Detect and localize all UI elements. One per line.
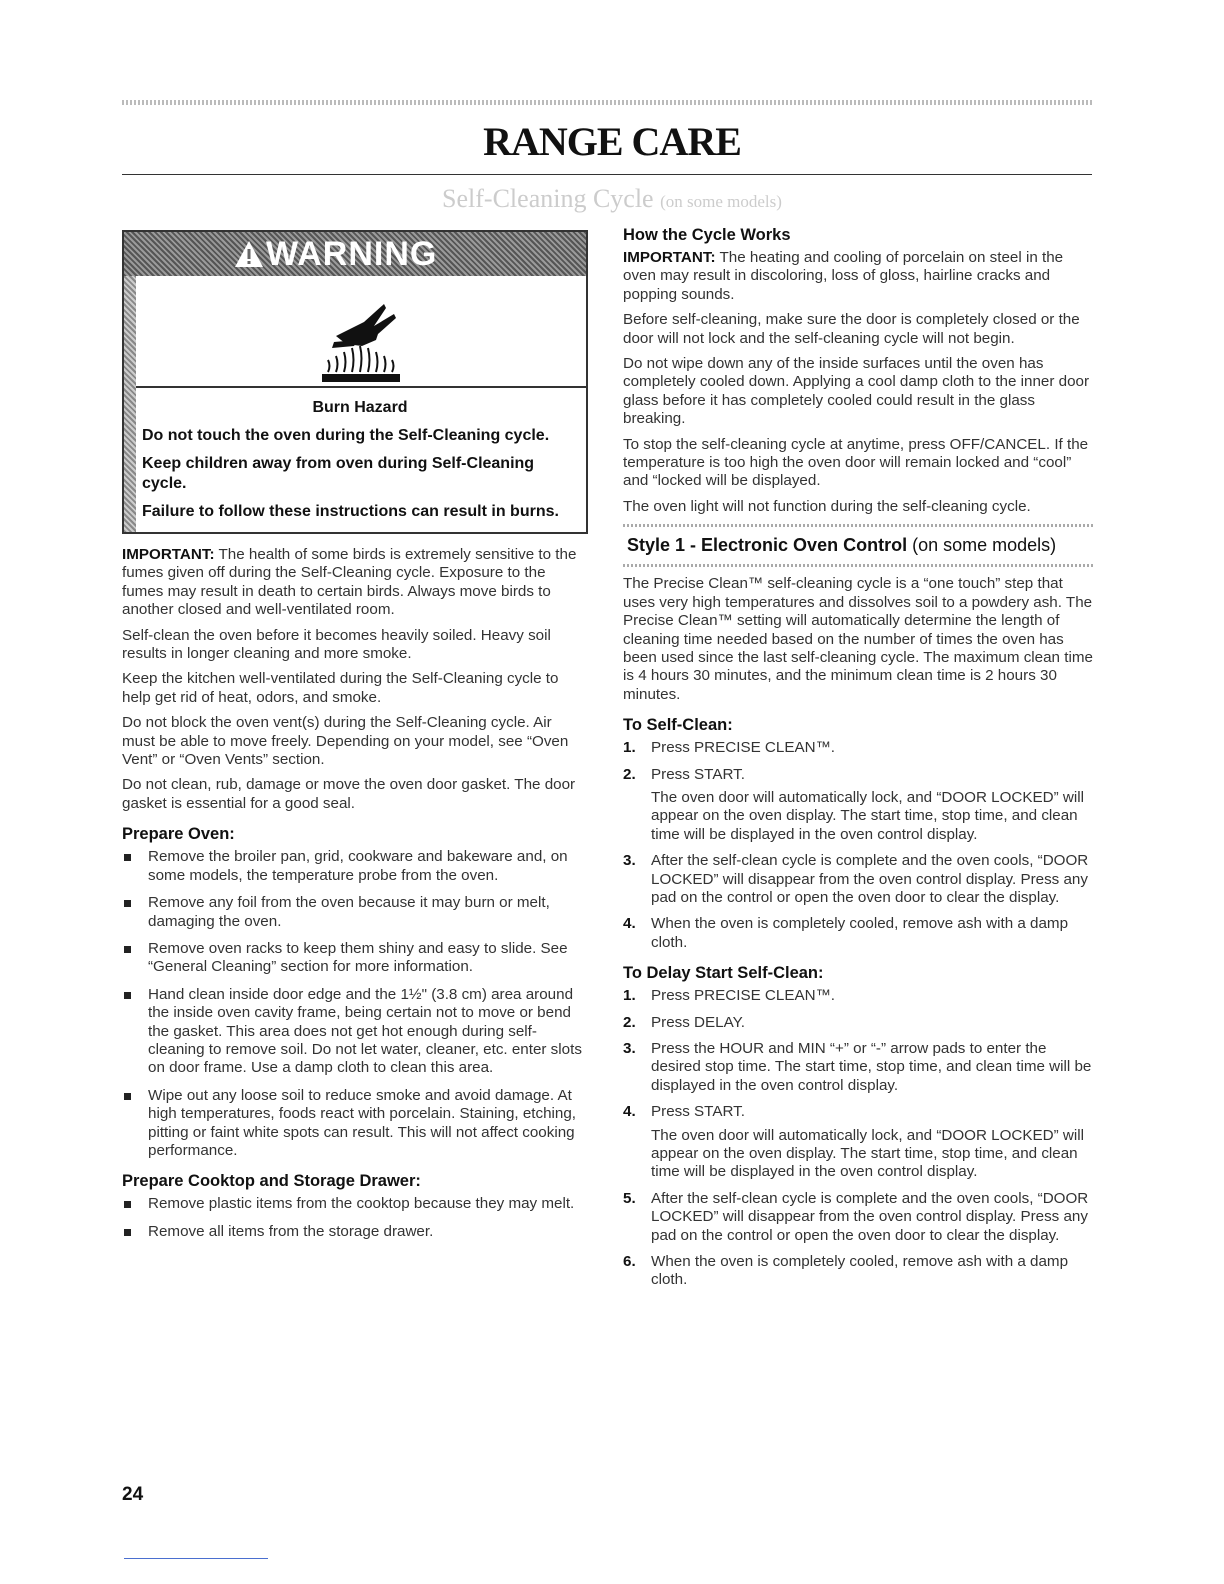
list-item: Remove oven racks to keep them shiny and easy to slide. See “General Cleaning” section for more information. (122, 940, 588, 977)
style-title-bold: Style 1 - Electronic Oven Control (627, 535, 908, 556)
warning-text (136, 388, 586, 532)
list-item: Remove all items from the storage drawer. (122, 1223, 588, 1241)
paragraph: Do not clean, rub, damage or move the oven door gasket. The door gasket is essential for a good seal. (122, 776, 576, 812)
paragraph: Before self-cleaning, make sure the door is completely closed or the door will not lock and the self-cleaning cycle will not begin. (623, 311, 1080, 347)
how-important-text: The heating and cooling of porcelain on steel in the oven may result in discoloring, loss of gloss, hairline cracks and popping sounds. (623, 249, 1064, 303)
step-item (623, 915, 1093, 952)
step-number: 4. (623, 1103, 636, 1121)
step-number: 3. (623, 852, 636, 870)
step-item (623, 987, 1093, 1005)
step-text: Press PRECISE CLEAN™. (651, 739, 835, 757)
warning-header (124, 232, 586, 276)
list-item: Remove the broiler pan, grid, cookware and bakeware and, on some models, the temperature probe from the oven. (122, 848, 588, 885)
step-number: 2. (623, 765, 636, 783)
step-item (623, 1103, 1093, 1182)
step-number: 3. (623, 1040, 636, 1057)
subtitle-text: Self-Cleaning Cycle (442, 184, 654, 213)
step-text: Press DELAY. (651, 1013, 745, 1031)
warning-main (136, 276, 586, 532)
how-cycle-works-heading: How the Cycle Works (623, 226, 791, 244)
left-column (122, 230, 588, 1250)
subtitle-note: (on some models) (660, 192, 782, 211)
footer-rule (124, 1558, 268, 1559)
delay-clean-heading: To Delay Start Self-Clean: (623, 964, 824, 983)
delay-clean-steps (623, 987, 1093, 1290)
warning-line: Keep children away from oven during Self-Cleaning cycle. (142, 455, 535, 492)
warning-box (122, 230, 588, 534)
step-note: The oven door will automatically lock, and “DOOR LOCKED” will appear on the oven display. The start time, stop time, and clean time will be displayed in the oven control display. (651, 1126, 1084, 1181)
important-paragraph (122, 546, 588, 620)
step-text: Press the HOUR and MIN “+” or “-” arrow pads to enter the desired stop time. The start time, stop time, and clean time will be displayed in the oven control display. (651, 1040, 1092, 1094)
self-clean-steps (623, 739, 1093, 952)
step-number: 5. (623, 1189, 636, 1207)
step-text: Press START. (651, 765, 745, 783)
warning-line: Failure to follow these instructions can result in burns. (142, 503, 559, 520)
step-item (623, 1014, 1093, 1032)
step-item (623, 1253, 1093, 1290)
warning-label: WARNING (266, 234, 438, 273)
paragraph: To stop the self-cleaning cycle at anytime, press OFF/CANCEL. If the temperature is too high the oven door will remain locked and “cool” and “locked will be displayed. (623, 435, 1089, 490)
paragraph: Do not wipe down any of the inside surfaces until the oven has completely cooled down. Applying a cool damp cloth to the inner door glass before it has completely cooled could result in the glass breaking. (623, 355, 1090, 428)
important-text: The health of some birds is extremely sensitive to the fumes given off during the Self-Cleaning cycle. Exposure to the fumes may result in death to certain birds. Always move birds to another closed and well-ventilated room. (122, 546, 577, 619)
style-intro: The Precise Clean™ self-cleaning cycle is a “one touch” step that uses very high temperatures and dissolves soil to a powdery ash. The Precise Clean™ setting will automatically determine the length of cleaning time needed based on the number of times the oven has been used since the last self-cleaning cycle. The maximum clean time is 4 hours 30 minutes, and the minimum clean time is 2 hours 30 minutes. (623, 575, 1093, 703)
dotted-rule (623, 524, 1093, 527)
list-item: Hand clean inside door edge and the 1½" (3.8 cm) area around the inside oven cavity frame, being certain not to move or bend the gasket. This area does not get hot enough during self-cleaning to remove soil. Do not let water, cleaner, etc. enter slots on door frame. Use a damp cloth to clean this area. (122, 986, 588, 1078)
prepare-oven-list (122, 848, 588, 1160)
important-lead: IMPORTANT: (122, 546, 215, 563)
warning-side-bar (124, 276, 136, 532)
list-item: Remove any foil from the oven because it may burn or melt, damaging the oven. (122, 894, 588, 931)
style-title-rest: (on some models) (907, 535, 1057, 556)
step-text: Press PRECISE CLEAN™. (651, 987, 835, 1005)
list-item: Wipe out any loose soil to reduce smoke and avoid damage. At high temperatures, foods react with porcelain. Staining, etching, pitting or faint white spots can result. This will not affect cooking performance. (122, 1087, 588, 1161)
paragraph: Do not block the oven vent(s) during the Self-Cleaning cycle. Air must be able to move freely. Depending on your model, see “Oven Vent” or “Oven Vents” section. (122, 714, 569, 769)
how-important-lead: IMPORTANT: (623, 249, 716, 266)
warning-body (124, 276, 586, 532)
step-note: The oven door will automatically lock, and “DOOR LOCKED” will appear on the oven display. The start time, stop time, and clean time will be displayed in the oven control display. (651, 788, 1084, 843)
step-text: After the self-clean cycle is complete and the oven cools, “DOOR LOCKED” will disappear from the oven control display. Press any pad on the control or open the oven door to clear the display. (651, 1189, 1089, 1244)
dotted-rule (623, 564, 1093, 567)
title-rule (122, 174, 1092, 175)
step-item (623, 1040, 1093, 1095)
step-item (623, 1190, 1093, 1245)
page-number: 24 (122, 1484, 144, 1505)
step-number: 2. (623, 1013, 636, 1031)
step-text: Press START. (651, 1103, 745, 1121)
top-dotted-rule (122, 100, 1092, 105)
step-item (623, 852, 1093, 907)
step-number: 1. (623, 987, 636, 1005)
paragraph: Keep the kitchen well-ventilated during the Self-Cleaning cycle to help get rid of heat, odors, and smoke. (122, 670, 559, 706)
step-text: When the oven is completely cooled, remove ash with a damp cloth. (651, 915, 1069, 951)
page-title: RANGE CARE (483, 119, 741, 164)
step-text: When the oven is completely cooled, remove ash with a damp cloth. (651, 1253, 1069, 1289)
section-subtitle (0, 184, 1224, 214)
self-clean-heading: To Self-Clean: (623, 716, 733, 735)
prepare-cooktop-list (122, 1195, 588, 1241)
step-number: 1. (623, 739, 636, 757)
warning-triangle-icon (234, 240, 264, 268)
step-text: After the self-clean cycle is complete and the oven cools, “DOOR LOCKED” will disappear from the oven control display. Press any pad on the control or open the oven door to clear the display. (651, 852, 1089, 906)
step-number: 4. (623, 915, 636, 933)
burn-hazard-hand-icon (306, 300, 416, 382)
warning-hazard: Burn Hazard (312, 399, 408, 416)
step-item (623, 766, 1093, 845)
style-title (627, 535, 1093, 556)
paragraph: Self-clean the oven before it becomes heavily soiled. Heavy soil results in longer cleaning and more smoke. (122, 626, 551, 663)
list-item: Remove plastic items from the cooktop because they may melt. (122, 1195, 588, 1213)
prepare-oven-heading: Prepare Oven: (122, 825, 235, 844)
right-column (623, 226, 1093, 1298)
how-important-paragraph (623, 249, 1093, 304)
step-item (623, 739, 1093, 757)
step-number: 6. (623, 1253, 636, 1271)
prepare-cooktop-heading: Prepare Cooktop and Storage Drawer: (122, 1172, 421, 1191)
paragraph: The oven light will not function during the self-cleaning cycle. (623, 497, 1031, 515)
warning-line: Do not touch the oven during the Self-Cleaning cycle. (142, 427, 550, 444)
warning-icon-area (136, 276, 586, 388)
